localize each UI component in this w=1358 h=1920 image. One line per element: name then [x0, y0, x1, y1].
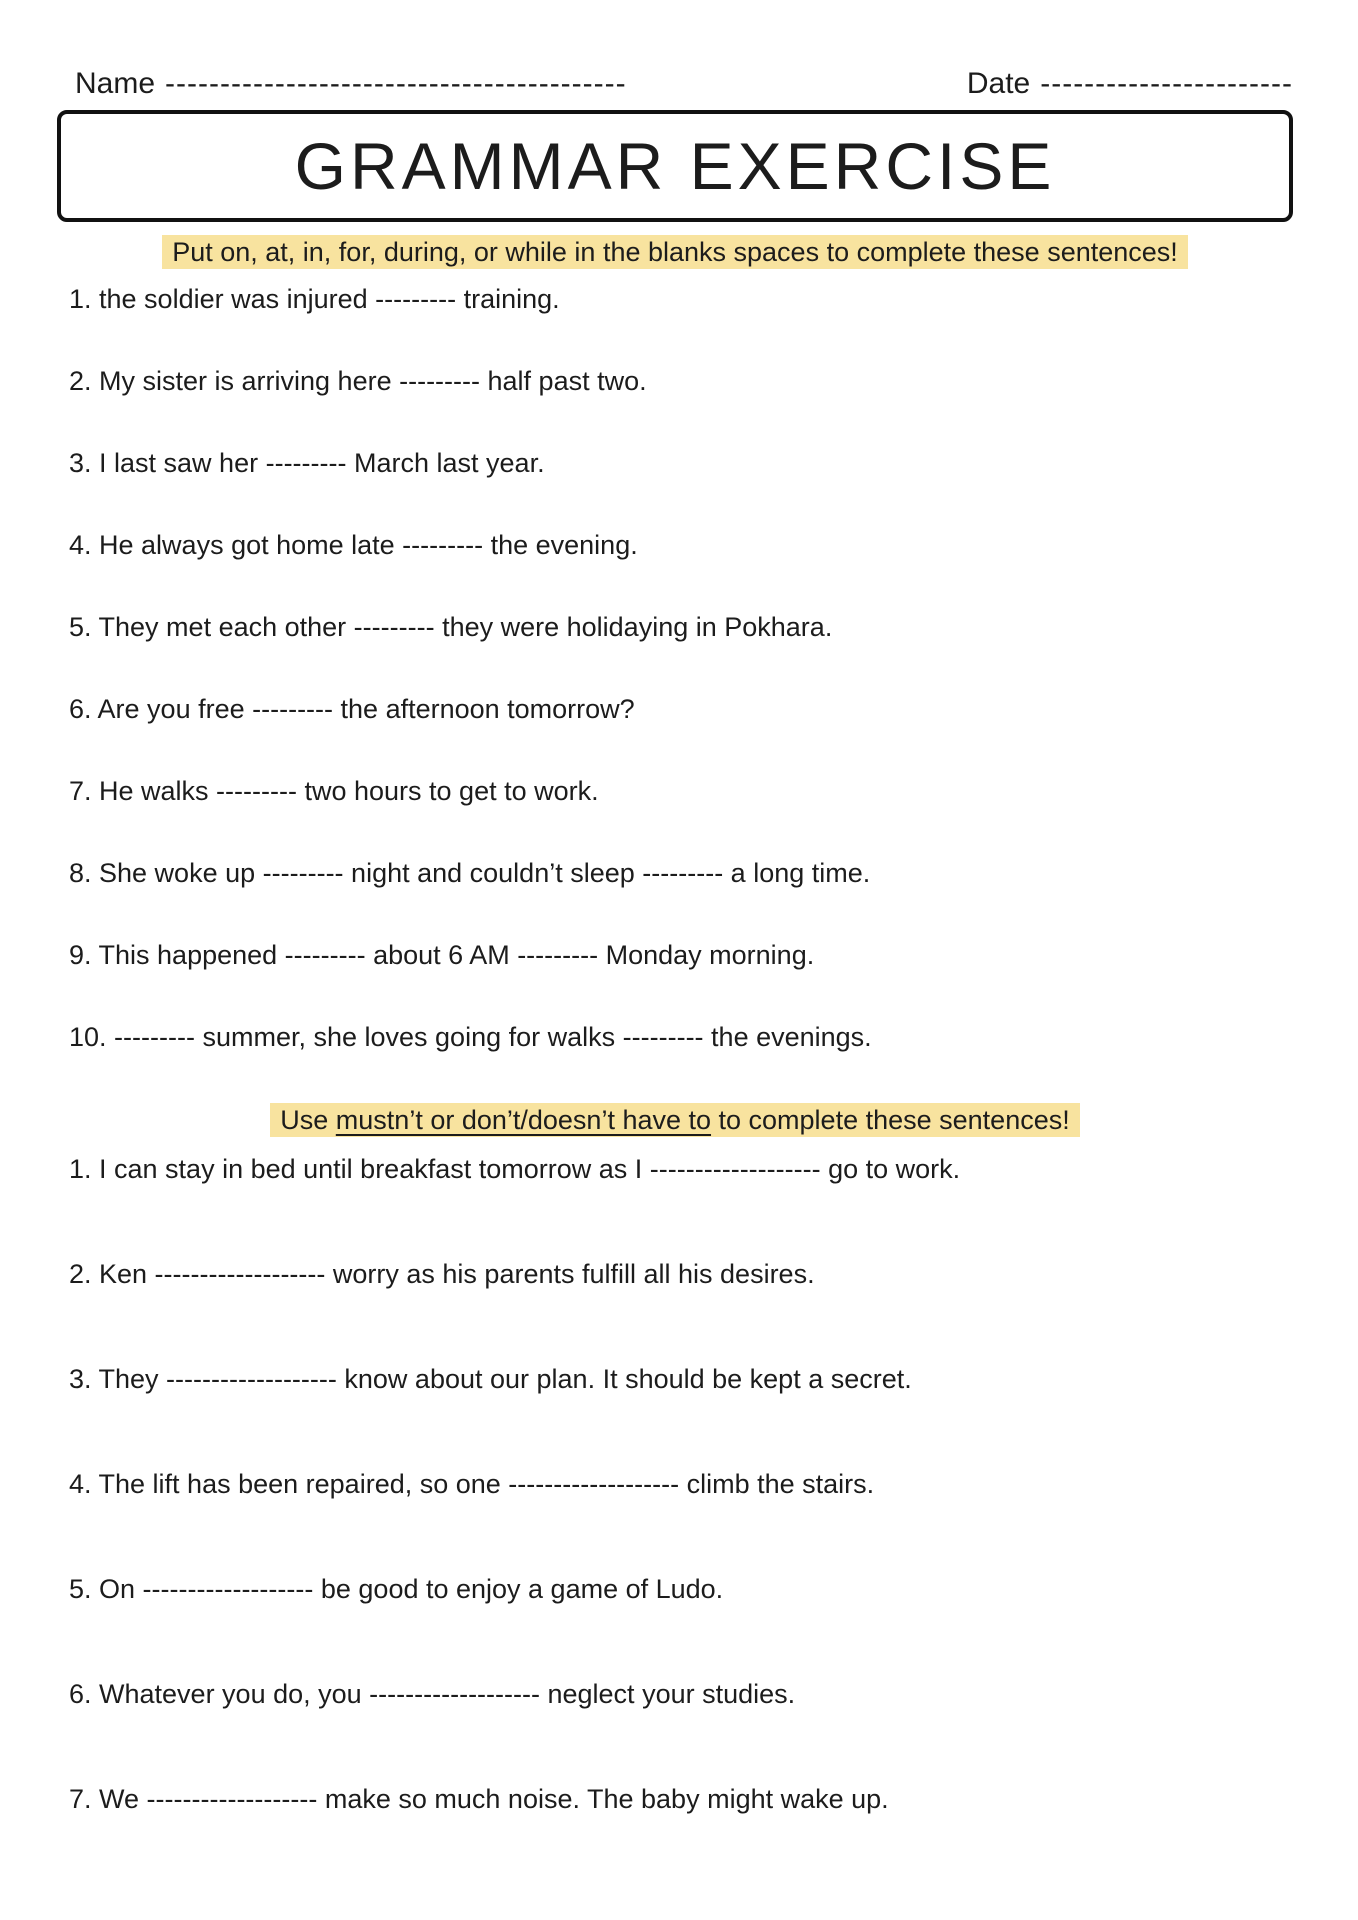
sentence-item: 3. I last saw her --------- March last year.	[69, 448, 545, 478]
sentence-item: 9. This happened --------- about 6 AM --------- Monday morning.	[69, 940, 815, 970]
date-blank-line: -----------------------	[1040, 67, 1293, 100]
header-row	[57, 66, 1293, 102]
section1-instruction: Put on, at, in, for, during, or while in the blanks spaces to complete these sentences!	[162, 235, 1188, 269]
section2-instruction-prefix: Use	[280, 1105, 336, 1135]
sentence-item: 4. The lift has been repaired, so one ------------------- climb the stairs.	[69, 1469, 875, 1499]
sentence-item: 6. Whatever you do, you ------------------- neglect your studies.	[69, 1679, 796, 1709]
sentence-item: 1. the soldier was injured --------- training.	[69, 284, 560, 314]
name-blank-line: ------------------------------------------	[165, 67, 627, 100]
sentence-item: 7. He walks --------- two hours to get to work.	[69, 776, 599, 806]
sentence-item: 5. They met each other --------- they were holidaying in Pokhara.	[69, 612, 833, 642]
section1-instruction-row	[57, 235, 1293, 269]
section2-instruction-row	[57, 1103, 1293, 1137]
sentence-item: 2. My sister is arriving here --------- half past two.	[69, 366, 647, 396]
sentence-item: 8. She woke up --------- night and couldn’t sleep --------- a long time.	[69, 858, 871, 888]
section2-sentences	[57, 1153, 1293, 1816]
section2-instruction	[270, 1103, 1079, 1137]
sentence-item: 4. He always got home late --------- the evening.	[69, 530, 638, 560]
sentence-item: 7. We ------------------- make so much noise. The baby might wake up.	[69, 1784, 889, 1814]
date-label: Date	[966, 67, 1031, 100]
section2-instruction-suffix: to complete these sentences!	[711, 1105, 1070, 1135]
sentence-item: 2. Ken ------------------- worry as his parents fulfill all his desires.	[69, 1259, 815, 1289]
name-label: Name	[75, 67, 156, 100]
sentence-item: 3. They ------------------- know about our plan. It should be kept a secret.	[69, 1364, 912, 1394]
sentence-item: 1. I can stay in bed until breakfast tomorrow as I ------------------- go to work.	[69, 1154, 961, 1184]
sentence-item: 5. On ------------------- be good to enjoy a game of Ludo.	[69, 1574, 724, 1604]
sentence-item: 6. Are you free --------- the afternoon tomorrow?	[69, 694, 635, 724]
section2-instruction-underlined: mustn’t or don’t/doesn’t have to	[335, 1105, 712, 1135]
title-box	[57, 110, 1293, 222]
section1-sentences	[57, 283, 1293, 1054]
sentence-item: 10. --------- summer, she loves going for walks --------- the evenings.	[69, 1022, 872, 1052]
worksheet-title: GRAMMAR EXERCISE	[294, 129, 1056, 203]
